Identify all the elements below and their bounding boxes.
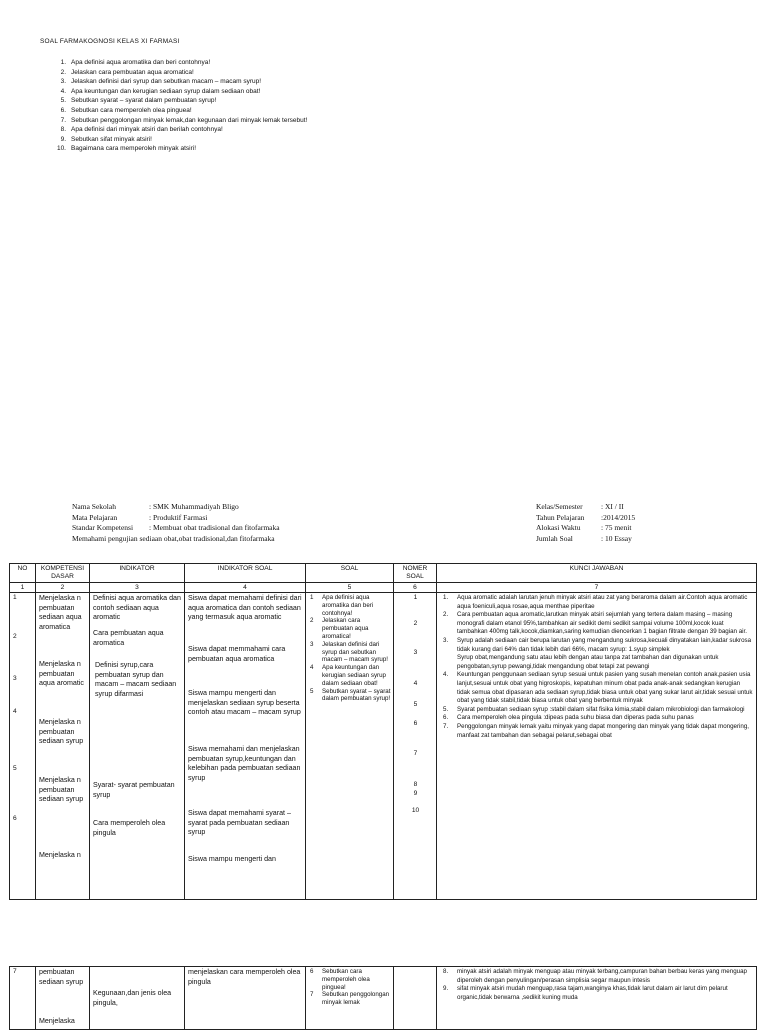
soal-item bbox=[308, 688, 391, 704]
soal-number: 6 bbox=[310, 968, 314, 975]
question-list bbox=[52, 58, 307, 154]
column-number: 7 bbox=[437, 583, 757, 593]
answer-text: minyak atsiri adalah minyak menguap atau minyak terbang,campuran bahan berbau keras yang menguap diperoleh dengan penyulingan/perasan simplisia segar maupun intesis bbox=[457, 968, 747, 984]
soal-number: 1 bbox=[310, 594, 314, 601]
soal-number: 2 bbox=[310, 617, 314, 625]
row-number: 5 bbox=[13, 765, 17, 772]
header-no: NO bbox=[10, 564, 36, 583]
class-info bbox=[536, 502, 635, 544]
kompetensi-cell bbox=[36, 967, 90, 1030]
question-number: 8. bbox=[60, 126, 66, 134]
answer-text: Syarat pembuatan sediaan syrup :stabil dalam sifat fisika kimia,stabil dalam mikrobiologi dan farmakologi bbox=[457, 705, 745, 713]
column-number: 2 bbox=[36, 583, 90, 593]
indikator-cell bbox=[90, 593, 185, 900]
header-kompetensi-dasar: KOMPETENSI DASAR bbox=[36, 564, 90, 583]
question-text: Bagaimana cara memperoleh minyak atsiri! bbox=[71, 145, 196, 153]
answer-number: 2. bbox=[443, 611, 449, 619]
indikator-text: Kegunaan,dan jenis olea pingula, bbox=[93, 989, 172, 1007]
info-value: :2014/2015 bbox=[601, 512, 636, 522]
nomer-soal-value: 1 bbox=[413, 594, 418, 601]
soal-text: Jelaskan definisi dari syrup dan sebutkan macam – macam syrup! bbox=[322, 640, 389, 664]
indikator-soal-text: Siswa dapat memahami syarat – syarat pada pembuatan sediaan syrup bbox=[188, 809, 291, 837]
column-number: 3 bbox=[90, 583, 185, 593]
question-text: Apa definisi dari minyak atsiri dan berilah contohnya! bbox=[71, 126, 223, 134]
soal-number: 4 bbox=[310, 664, 314, 672]
info-label: Jumlah Soal bbox=[536, 533, 573, 543]
nomer-soal-value: 5 bbox=[413, 701, 418, 708]
answer-number: 8. bbox=[443, 968, 449, 975]
question-number: 2. bbox=[60, 68, 66, 76]
info-value: : 10 Essay bbox=[601, 533, 632, 543]
header-nomer-soal: NOMER SOAL bbox=[394, 564, 437, 583]
info-value: Memahami pengujian sediaan obat,obat tradisional,dan fitofarmaka bbox=[72, 533, 275, 543]
soal-number: 3 bbox=[310, 640, 314, 648]
question-number: 5. bbox=[60, 97, 66, 105]
answer-text: Cara memperoleh olea pingula :dipeas pada suhu biasa dan diperas pada suhu panas bbox=[457, 714, 694, 722]
soal-number: 5 bbox=[310, 687, 314, 695]
kompetensi-text: Menjelaska n pembuatan sediaan aqua aromatica bbox=[39, 594, 82, 631]
kompetensi-text: Menjelaska n pembuatan sediaan syrup bbox=[39, 776, 84, 804]
indikator-text: Cara pembuatan aqua aromatica bbox=[93, 629, 164, 647]
question-text: Sebutkan cara memperoleh olea pinguea! bbox=[71, 106, 192, 114]
question-number: 7. bbox=[60, 116, 66, 124]
kunci-jawaban-cell bbox=[437, 593, 757, 900]
row-number: 7 bbox=[13, 968, 17, 975]
soal-item bbox=[308, 641, 391, 664]
nomer-soal-value: 4 bbox=[413, 680, 418, 687]
school-info-row bbox=[72, 502, 280, 513]
answer-text: Penggolongan minyak lemak yaitu minyak yang dapat mongering dan minyak yang tidak dapat mongering, manfaat zat tambahan dan sebagai pelarut,sebagai obat bbox=[457, 722, 750, 739]
soal-text: Sebutkan penggolongan minyak lemak bbox=[322, 991, 390, 1007]
question-text: Sebutkan penggolongan minyak lemak,dan kegunaan dari minyak lemak tersebut! bbox=[71, 116, 308, 124]
school-info-row bbox=[72, 523, 280, 534]
document-title: SOAL FARMAKOGNOSI KELAS XI FARMASI bbox=[40, 38, 180, 45]
question-item bbox=[52, 96, 307, 106]
question-grid-table-continued bbox=[9, 966, 757, 1030]
nomer-soal-cell bbox=[394, 967, 437, 1030]
question-text: Sebutkan sifat minyak atsiri! bbox=[71, 135, 152, 143]
soal-number: 7 bbox=[310, 991, 314, 999]
school-info-row bbox=[72, 513, 280, 524]
question-item bbox=[52, 135, 307, 145]
indikator-soal-cell bbox=[185, 967, 306, 1030]
answer-item bbox=[439, 968, 754, 985]
soal-cell bbox=[306, 593, 394, 900]
header-row bbox=[10, 564, 757, 583]
info-label: Mata Pelajaran bbox=[72, 512, 118, 522]
question-number: 9. bbox=[60, 135, 66, 143]
question-text: Jelaskan definisi dari syrup dan sebutkan macam – macam syrup! bbox=[71, 78, 262, 86]
indikator-soal-text: menjelaskan cara memperoleh olea pingula bbox=[188, 968, 301, 986]
answer-number: 9. bbox=[443, 985, 449, 993]
answer-text: Syrup adalah sediaan cair berupa larutan yang mengandung sukrosa,kecuali dinyatakan lain,kadar sukrosa tidak kurang dari 64% dan tidak lebih dari 66%, macam syrup: 1.syup simplek bbox=[457, 636, 752, 653]
question-text: Apa definisi aqua aromatika dan beri contohnya! bbox=[71, 59, 211, 66]
kompetensi-text: Menjelaska bbox=[39, 1017, 75, 1025]
column-number: 1 bbox=[10, 583, 36, 593]
indikator-text: Syarat- syarat pembuatan syrup bbox=[93, 781, 175, 799]
answer-item bbox=[439, 611, 754, 637]
indikator-text: Cara memperoleh olea pingula bbox=[93, 819, 166, 837]
indikator-soal-text: Siswa dapat memmahami cara pembuatan aqua aromatica bbox=[188, 645, 286, 663]
info-label: Nama Sekolah bbox=[72, 502, 116, 511]
no-cell bbox=[10, 967, 36, 1030]
school-info bbox=[72, 502, 280, 544]
question-item bbox=[52, 125, 307, 135]
question-text: Apa keuntungan dan kerugian sediaan syrup dalam sediaan obat! bbox=[71, 87, 261, 95]
question-number: 10. bbox=[56, 145, 66, 153]
question-item bbox=[52, 77, 307, 87]
question-item bbox=[52, 87, 307, 97]
answer-number: 1. bbox=[443, 594, 449, 601]
nomer-soal-value: 8 bbox=[413, 781, 418, 788]
class-info-row bbox=[536, 523, 635, 534]
column-number: 4 bbox=[185, 583, 306, 593]
row-number: 1 bbox=[13, 594, 17, 601]
answer-number: 7. bbox=[443, 722, 449, 730]
soal-cell bbox=[306, 967, 394, 1030]
answer-number: 3. bbox=[443, 636, 449, 644]
answer-text: Cara pembuatan aqua aromatic,larutkan minyak atsiri sejumlah yang tertera dalam masing – masing monografi dalam etanol 95%,tambahkan air sedikit demi sedikit sampai volume 100ml,kocok kuat tambahkan 400mg talk,kocok,diamkan,saring kemudian diencerkan 1 bagian filtrate dengan 39 bagian air. bbox=[457, 611, 747, 636]
answer-text: sifat minyak atsiri mudah menguap,rasa tajam,wanginya khas,tidak larut dalam air larut dim pelarut organic,tidak berwarna ,sedikit kuning muda bbox=[457, 985, 728, 1001]
column-number: 5 bbox=[306, 583, 394, 593]
indikator-soal-text: Siswa mampu mengerti dan bbox=[188, 855, 276, 863]
question-item bbox=[52, 58, 307, 68]
answer-number: 4. bbox=[443, 671, 449, 679]
answer-item bbox=[439, 637, 754, 654]
soal-text: Sebutkan syarat – syarat dalam pembuatan syrup! bbox=[322, 687, 391, 703]
soal-list bbox=[308, 968, 391, 1007]
soal-item bbox=[308, 991, 391, 1007]
header-indikator-soal: INDIKATOR SOAL bbox=[185, 564, 306, 583]
info-label: Alokasi Waktu bbox=[536, 523, 581, 533]
question-text: Jelaskan cara pembuatan aqua aromatica! bbox=[71, 68, 194, 76]
nomer-soal-value: 9 bbox=[413, 790, 418, 797]
school-info-row bbox=[72, 534, 280, 545]
class-info-row bbox=[536, 502, 635, 513]
info-label: Tahun Pelajaran bbox=[536, 512, 585, 522]
row-number: 4 bbox=[13, 708, 17, 715]
indikator-text: Definisi aqua aromatika dan contoh sediaan aqua aromatic bbox=[93, 594, 181, 622]
answer-item bbox=[439, 706, 754, 715]
info-label: Standar Kompetensi bbox=[72, 523, 134, 533]
row-number: 6 bbox=[13, 815, 17, 822]
info-value: : 75 menit bbox=[601, 523, 632, 533]
soal-item bbox=[308, 968, 391, 991]
no-cell bbox=[10, 593, 36, 900]
answer-continuation: Syrup obat,mengandung satu atau lebih dengan atau tanpa zat tambahan dan digunakan untuk pengobatan,syrup pewangi,tidak mengandung obat tetapi zat pewangi bbox=[457, 654, 719, 670]
question-item bbox=[52, 68, 307, 78]
nomer-soal-value: 10 bbox=[411, 807, 420, 814]
question-item bbox=[52, 116, 307, 126]
question-grid-table bbox=[9, 563, 757, 900]
soal-item bbox=[308, 664, 391, 687]
kompetensi-text: Menjelaska n pembuatan aqua aromatic bbox=[39, 660, 84, 688]
question-number: 1. bbox=[60, 59, 66, 66]
indikator-cell bbox=[90, 967, 185, 1030]
nomer-soal-value: 3 bbox=[413, 649, 418, 656]
info-value: : Membuat obat tradisional dan fitofarmaka bbox=[149, 523, 280, 533]
table-row bbox=[10, 967, 757, 1030]
column-number: 6 bbox=[394, 583, 437, 593]
indikator-soal-text: Siswa memahami dan menjelaskan pembuatan syrup,keuntungan dan kelebihan pada pembuatan sediaan syrup bbox=[188, 745, 301, 782]
table-row bbox=[10, 593, 757, 900]
question-number: 4. bbox=[60, 87, 66, 95]
question-item bbox=[52, 106, 307, 116]
answer-item bbox=[439, 985, 754, 1002]
header-soal: SOAL bbox=[306, 564, 394, 583]
soal-text: Sebutkan cara memperoleh olea pinguea! bbox=[322, 968, 370, 991]
class-info-row bbox=[536, 534, 635, 545]
question-item bbox=[52, 144, 307, 154]
nomer-soal-value: 6 bbox=[413, 720, 418, 727]
info-label: Kelas/Semester bbox=[536, 502, 583, 511]
kunci-jawaban-cell bbox=[437, 967, 757, 1030]
column-number-row bbox=[10, 583, 757, 593]
row-number: 3 bbox=[13, 675, 17, 682]
question-text: Sebutkan syarat – syarat dalam pembuatan syrup! bbox=[71, 97, 217, 105]
soal-item bbox=[308, 617, 391, 640]
class-info-row bbox=[536, 513, 635, 524]
answer-item bbox=[439, 723, 754, 740]
info-value: : SMK Muhammadiyah Bligo bbox=[149, 502, 239, 511]
kompetensi-text: Menjelaska n bbox=[39, 851, 81, 859]
info-value: : XI / II bbox=[601, 502, 624, 511]
question-number: 3. bbox=[60, 78, 66, 86]
indikator-soal-cell bbox=[185, 593, 306, 900]
kompetensi-text: pembuatan sediaan syrup bbox=[39, 968, 84, 986]
info-value: : Produktif Farmasi bbox=[149, 512, 208, 522]
kompetensi-text: Menjelaska n pembuatan sediaan syrup bbox=[39, 718, 84, 746]
nomer-soal-value: 2 bbox=[413, 620, 418, 627]
answer-item bbox=[439, 671, 754, 705]
answer-number: 6. bbox=[443, 714, 449, 722]
header-indikator: INDIKATOR bbox=[90, 564, 185, 583]
soal-list bbox=[308, 594, 391, 703]
indikator-text: Definisi syrup,cara pembuatan syrup dan macam – macam sediaan syrup difarmasi bbox=[95, 661, 177, 698]
question-number: 6. bbox=[60, 106, 66, 114]
answer-item bbox=[439, 594, 754, 611]
nomer-soal-value: 7 bbox=[413, 750, 418, 757]
indikator-soal-text: Siswa dapat memahami definisi dari aqua aromatica dan contoh sediaan yang termasuk aqua aromatic bbox=[188, 594, 302, 622]
soal-text: Apa keuntungan dan kerugian sediaan syrup dalam sediaan obat! bbox=[322, 664, 386, 687]
answer-item bbox=[439, 714, 754, 723]
answer-text: Keuntungan penggunaan sediaan syrup sesuai untuk pasien yang susah menelan contoh anak,pasien usia lanjut,sesuai untuk obat yang higroskopis, kepatuhan minum obat pada anak-anak sedangkan kerugian tidak semua obat dipasaran ada sediaan syrup,tidak biasa untuk obat yang sukar larut air,tidak sesuai untuk obat yang tidak stabil,tidak biasa untuk obat yang berbentuk minyak bbox=[457, 671, 753, 705]
indikator-soal-text: Siswa mampu mengerti dan menjelaskan sediaan syrup beserta contoh atau macam – macam syrup bbox=[188, 689, 301, 717]
soal-item bbox=[308, 594, 391, 617]
soal-text: Jelaskan cara pembuatan aqua aromatica! bbox=[322, 617, 369, 640]
kompetensi-cell bbox=[36, 593, 90, 900]
header-kunci-jawaban: KUNCI JAWABAN bbox=[437, 564, 757, 583]
answer-number: 5. bbox=[443, 705, 449, 713]
soal-text: Apa definisi aqua aromatika dan beri contohnya! bbox=[322, 594, 374, 617]
nomer-soal-cell bbox=[394, 593, 437, 900]
answer-text: Aqua aromatic adalah larutan jenuh minyak atsiri atau zat yang beraroma dalam air.Contoh aqua aromatic aqua foeniculi,aqua rosae,aqua menthae piperitae bbox=[457, 594, 748, 610]
row-number: 2 bbox=[13, 633, 17, 640]
